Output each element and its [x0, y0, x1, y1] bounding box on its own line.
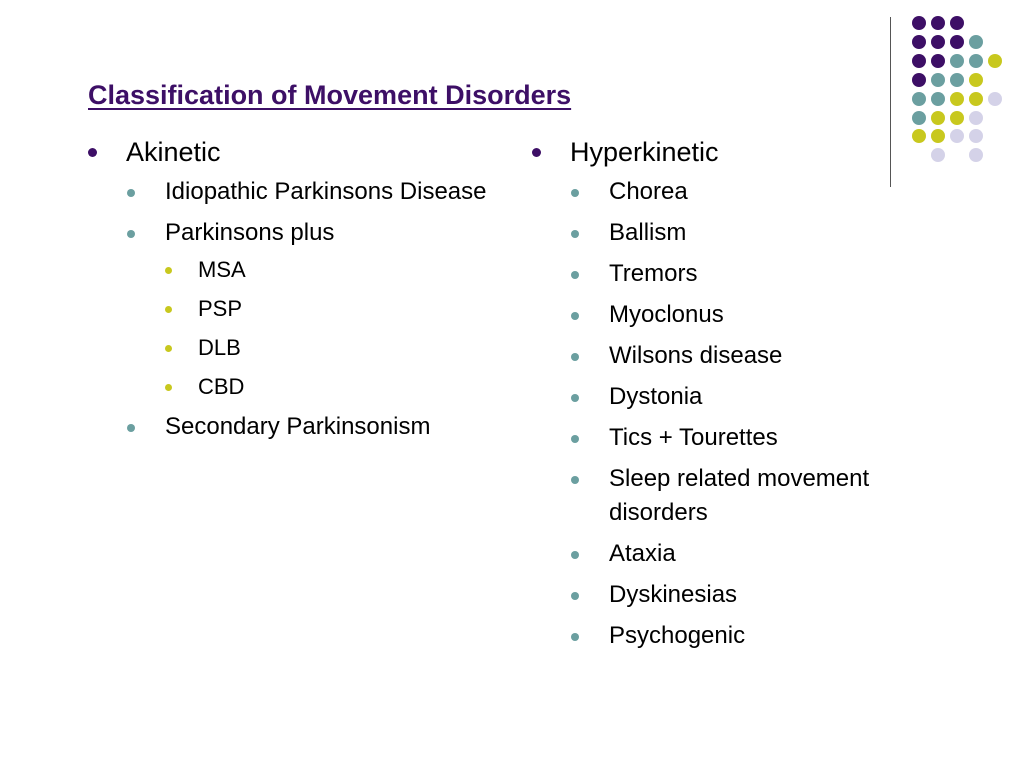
decor-dot	[969, 111, 983, 125]
sub-list-item-label: DLB	[198, 335, 241, 360]
bullet-dot	[127, 230, 135, 238]
list-item-label: Chorea	[609, 178, 688, 205]
category-heading: Hyperkinetic	[570, 137, 719, 167]
bullet-dot	[571, 476, 579, 484]
decor-dot	[950, 129, 964, 143]
sub-list-item-label: CBD	[198, 374, 245, 399]
list-item-label: Secondary Parkinsonism	[165, 413, 431, 440]
decor-dot	[912, 92, 926, 106]
bullet-dot	[571, 353, 579, 361]
decor-dot	[969, 92, 983, 106]
decor-dot	[950, 54, 964, 68]
bullet-dot	[571, 271, 579, 279]
bullet-dot	[165, 267, 172, 274]
list-item-label: Wilsons disease	[609, 342, 783, 369]
sub-list-item	[165, 293, 508, 325]
bullet-dot	[127, 189, 135, 197]
list-item	[570, 421, 930, 455]
list-item-label: Idiopathic Parkinsons Disease	[165, 178, 487, 205]
decor-dot	[912, 73, 926, 87]
decor-dot	[988, 92, 1002, 106]
decor-dot	[912, 54, 926, 68]
decor-dot	[969, 148, 983, 162]
category-heading: Akinetic	[126, 137, 221, 167]
list-item	[570, 298, 930, 332]
decor-dot	[969, 35, 983, 49]
decor-dot	[912, 35, 926, 49]
decor-dot	[950, 73, 964, 87]
list-item-label: Psychogenic	[609, 622, 746, 649]
list-item	[570, 339, 930, 373]
decor-dot	[912, 16, 926, 30]
list-item	[126, 216, 508, 403]
bullet-dot	[165, 384, 172, 391]
decor-dot	[912, 111, 926, 125]
bullet-dot	[571, 435, 579, 443]
list-item-label: Dyskinesias	[609, 581, 738, 608]
decor-dot	[969, 129, 983, 143]
list-item-label: Dystonia	[609, 383, 703, 410]
list-item	[570, 619, 930, 653]
list-item	[570, 175, 930, 209]
list-item-label: Ataxia	[609, 540, 676, 567]
list-item-label: Ballism	[609, 219, 687, 246]
list-item	[570, 537, 930, 571]
decor-dot	[931, 73, 945, 87]
bullet-dot	[571, 633, 579, 641]
decor-dot	[950, 111, 964, 125]
decor-dot	[969, 73, 983, 87]
decor-dot	[931, 111, 945, 125]
list-item	[126, 175, 508, 209]
decor-dot	[931, 35, 945, 49]
list-item-label: Parkinsons plus	[165, 219, 335, 246]
decor-dot	[969, 54, 983, 68]
list-item	[126, 410, 508, 444]
bullet-dot	[571, 551, 579, 559]
bullet-dot	[571, 394, 579, 402]
bullet-dot	[571, 592, 579, 600]
bullet-dot	[571, 312, 579, 320]
slide-title: Classification of Movement Disorders	[88, 80, 572, 110]
bullet-dot	[88, 148, 97, 157]
sub-list-item	[165, 371, 508, 403]
list-item	[570, 257, 930, 291]
list-item-label: Tics + Tourettes	[609, 424, 778, 451]
hyperkinetic-column	[532, 133, 952, 660]
bullet-dot	[165, 345, 172, 352]
decor-dot	[950, 35, 964, 49]
decor-dot	[931, 92, 945, 106]
list-item	[570, 380, 930, 414]
bullet-dot	[571, 230, 579, 238]
sub-list-item-label: MSA	[198, 257, 246, 282]
list-item-label: Sleep related movement disorders	[609, 465, 870, 526]
decor-dot	[950, 16, 964, 30]
list-item	[570, 216, 930, 250]
list-item-label: Myoclonus	[609, 301, 724, 328]
list-item-label: Tremors	[609, 260, 698, 287]
decor-dot	[931, 16, 945, 30]
bullet-dot	[165, 306, 172, 313]
sub-list-item	[165, 332, 508, 364]
category-hyperkinetic	[532, 133, 952, 653]
decor-dot	[950, 92, 964, 106]
bullet-dot	[127, 424, 135, 432]
category-akinetic	[88, 133, 508, 444]
bullet-dot	[571, 189, 579, 197]
list-item	[570, 578, 930, 612]
sub-list-item	[165, 254, 508, 286]
sub-list-item-label: PSP	[198, 296, 243, 321]
bullet-dot	[532, 148, 541, 157]
list-item	[570, 462, 930, 530]
decor-dot	[931, 54, 945, 68]
akinetic-column	[88, 133, 508, 451]
decor-dot	[988, 54, 1002, 68]
